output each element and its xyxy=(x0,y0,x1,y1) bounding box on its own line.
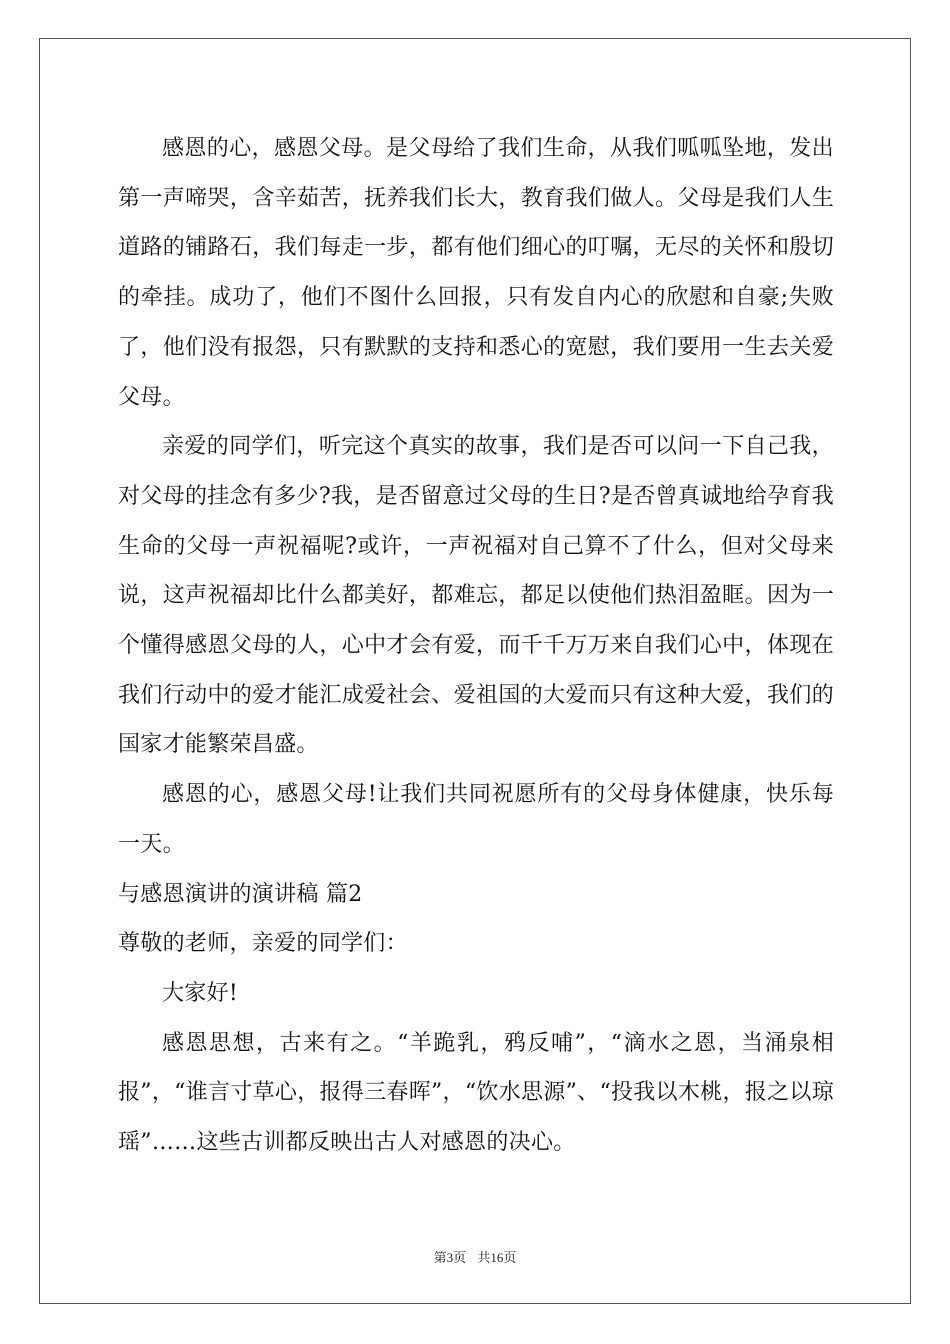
paragraph-4: 感恩思想，古来有之。“羊跪乳，鸦反哺”，“滴水之恩，当涌泉相报”，“谁言寸草心，报得三春晖”，“饮水思源”、“投我以木桃，报之以琼瑶”……这些古训都反映出古人对感恩的决心。 xyxy=(118,1030,834,1156)
paragraph-1: 感恩的心，感恩父母。是父母给了我们生命，从我们呱呱坠地，发出第一声啼哭，含辛茹苦，抚养我们长大，教育我们做人。父母是我们人生道路的铺路石，我们每走一步，都有他们细心的叮嘱，无尽的关怀和殷切的牵挂。成功了，他们不图什么回报，只有发自内心的欣慰和自豪;失败了，他们没有报怨，只有默默的支持和悉心的宽慰，我们要用一生去关爱父母。 xyxy=(118,136,834,410)
section-heading: 与感恩演讲的演讲稿 篇2 xyxy=(118,881,363,907)
paragraph-3: 感恩的心，感恩父母!让我们共同祝愿所有的父母身体健康，快乐每一天。 xyxy=(118,782,834,857)
salutation: 尊敬的老师，亲爱的同学们： xyxy=(118,931,408,957)
paragraph-2: 亲爱的同学们，听完这个真实的故事，我们是否可以问一下自己我，对父母的挂念有多少?我，是否留意过父母的生日?是否曾真诚地给孕育我生命的父母一声祝福呢?或许，一声祝福对自己算不了什么，但对父母来说，这声祝福却比什么都美好，都难忘，都足以使他们热泪盈眶。因为一个懂得感恩父母的人，心中才会有爱，而千千万万来自我们心中，体现在我们行动中的爱才能汇成爱社会、爱祖国的大爱而只有这种大爱，我们的国家才能繁荣昌盛。 xyxy=(118,434,834,758)
total-page-count: 共16页 xyxy=(477,1250,517,1265)
greeting: 大家好! xyxy=(162,980,239,1006)
page-footer xyxy=(0,1247,950,1266)
document-body xyxy=(118,124,834,1168)
current-page-number: 第3页 xyxy=(433,1250,467,1265)
